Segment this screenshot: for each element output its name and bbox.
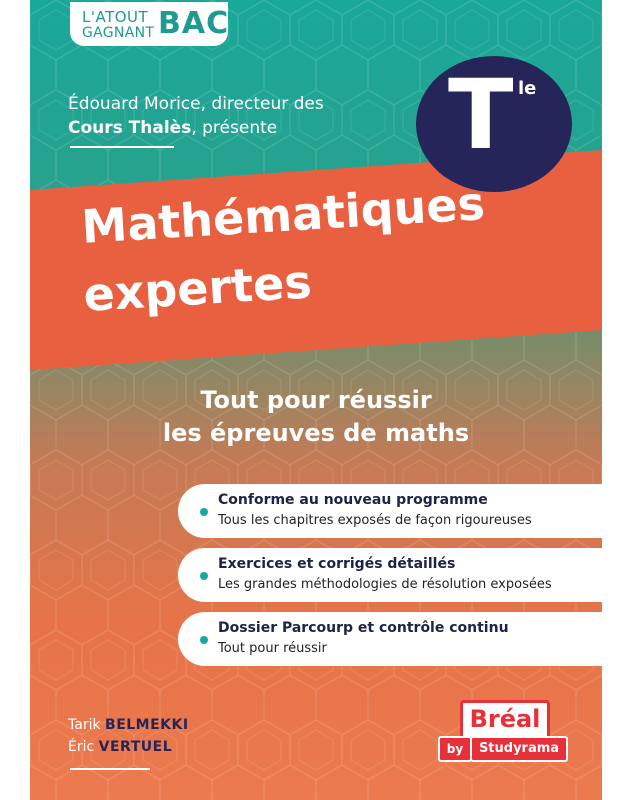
feature-title: Dossier Parcourp et contrôle continu bbox=[218, 620, 509, 636]
presenter-text: Édouard Morice, directeur des Cours Thalès, présente bbox=[68, 94, 324, 138]
feature-subtitle: Les grandes méthodologies de résolution exposées bbox=[218, 577, 552, 592]
feature-item bbox=[178, 548, 602, 602]
publisher-by: by bbox=[438, 736, 472, 762]
level-superscript: le bbox=[518, 78, 537, 99]
tagline bbox=[30, 384, 602, 450]
feature-item bbox=[178, 484, 602, 538]
bullet-icon bbox=[200, 508, 208, 516]
level-letter: T bbox=[448, 59, 514, 171]
bullet-icon bbox=[200, 636, 208, 644]
presenter-divider bbox=[70, 146, 174, 148]
feature-subtitle: Tous les chapitres exposés de façon rigoureuses bbox=[218, 513, 532, 528]
collection-line2: GAGNANT bbox=[82, 25, 155, 41]
bullet-icon bbox=[200, 572, 208, 580]
author: Tarik BELMEKKI bbox=[68, 717, 189, 733]
tagline-line1: Tout pour réussir bbox=[200, 386, 432, 414]
feature-title: Exercices et corrigés détaillés bbox=[218, 556, 456, 572]
partner-logo: Studyrama bbox=[470, 736, 568, 762]
publisher-logo: Bréal bbox=[460, 700, 550, 740]
book-title-line2: expertes bbox=[82, 254, 314, 322]
collection-bac: BAC bbox=[158, 6, 230, 41]
book-title-line1: Mathématiques bbox=[80, 176, 487, 254]
feature-title: Conforme au nouveau programme bbox=[218, 492, 488, 508]
feature-subtitle: Tout pour réussir bbox=[218, 641, 327, 656]
feature-item bbox=[178, 612, 602, 666]
authors bbox=[68, 714, 189, 758]
tagline-line2: les épreuves de maths bbox=[162, 419, 470, 447]
presenter-school: Cours Thalès bbox=[68, 118, 192, 138]
authors-divider bbox=[70, 768, 150, 770]
collection-line1: L'ATOUT bbox=[82, 8, 149, 26]
book-cover bbox=[30, 0, 602, 800]
collection-badge bbox=[70, 2, 228, 46]
author: Éric VERTUEL bbox=[68, 739, 173, 755]
